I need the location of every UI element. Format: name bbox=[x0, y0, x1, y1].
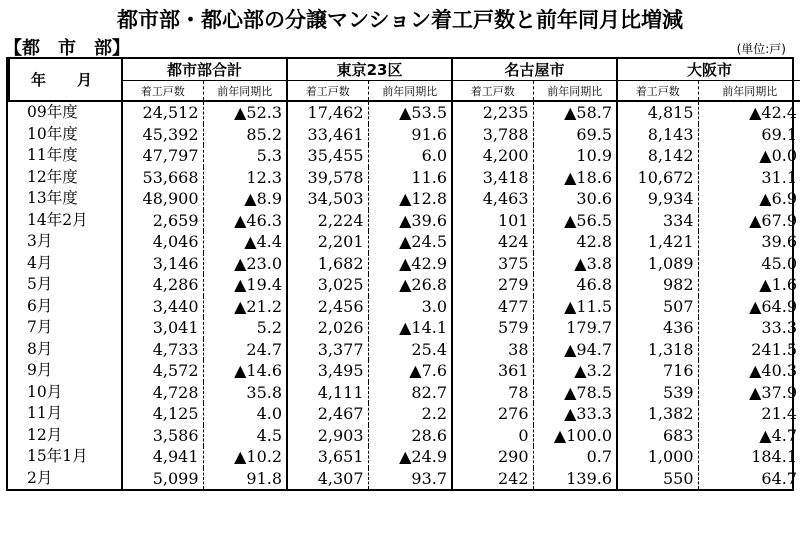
starts-cell: 1,382 bbox=[617, 403, 698, 425]
yoy-change-cell: ▲21.2 bbox=[203, 296, 287, 318]
yoy-change-cell: ▲67.9 bbox=[698, 210, 800, 232]
starts-cell: 10,672 bbox=[617, 167, 698, 189]
starts-cell: 4,463 bbox=[452, 188, 533, 210]
starts-cell: 2,026 bbox=[287, 317, 368, 339]
starts-cell: 716 bbox=[617, 360, 698, 382]
yoy-change-cell: ▲3.8 bbox=[533, 253, 617, 275]
yoy-change-cell: ▲26.8 bbox=[368, 274, 452, 296]
starts-cell: 2,235 bbox=[452, 101, 533, 124]
yoy-change-cell: 21.4 bbox=[698, 403, 800, 425]
starts-cell: 39,578 bbox=[287, 167, 368, 189]
yoy-change-cell: ▲3.2 bbox=[533, 360, 617, 382]
row-label: 13年度 bbox=[27, 189, 78, 208]
starts-cell: 101 bbox=[452, 210, 533, 232]
yoy-change-cell: ▲42.4 bbox=[698, 101, 800, 124]
starts-cell: 17,462 bbox=[287, 101, 368, 124]
yoy-change-cell: 64.7 bbox=[698, 468, 800, 490]
yoy-change-cell: 35.8 bbox=[203, 382, 287, 404]
starts-cell: 290 bbox=[452, 446, 533, 468]
starts-cell: 78 bbox=[452, 382, 533, 404]
yoy-change-cell: 69.5 bbox=[533, 124, 617, 146]
row-label: 6月 bbox=[27, 296, 53, 315]
yoy-change-cell: ▲18.6 bbox=[533, 167, 617, 189]
yoy-change-cell: ▲7.6 bbox=[368, 360, 452, 382]
yoy-change-cell: ▲10.2 bbox=[203, 446, 287, 468]
starts-cell: 3,651 bbox=[287, 446, 368, 468]
yoy-change-cell: 5.3 bbox=[203, 145, 287, 167]
row-label: 11月 bbox=[27, 404, 63, 423]
row-label: 15年1月 bbox=[27, 447, 88, 466]
starts-cell: 507 bbox=[617, 296, 698, 318]
yoy-change-cell: ▲52.3 bbox=[203, 101, 287, 124]
table-row bbox=[9, 167, 800, 189]
starts-cell: 276 bbox=[452, 403, 533, 425]
yoy-change-cell: ▲24.5 bbox=[368, 231, 452, 253]
row-label: 3月 bbox=[27, 232, 53, 251]
yoy-change-cell: 25.4 bbox=[368, 339, 452, 361]
yoy-change-cell: 6.0 bbox=[368, 145, 452, 167]
section-subtitle: 【都 市 部】 bbox=[4, 38, 130, 59]
yoy-change-cell: ▲6.9 bbox=[698, 188, 800, 210]
region-header: 都市部合計 bbox=[122, 59, 287, 81]
starts-cell: 4,111 bbox=[287, 382, 368, 404]
region-header: 名古屋市 bbox=[452, 59, 617, 81]
starts-cell: 3,788 bbox=[452, 124, 533, 146]
table-row bbox=[9, 382, 800, 404]
starts-cell: 1,421 bbox=[617, 231, 698, 253]
yoy-change-cell: ▲58.7 bbox=[533, 101, 617, 124]
column-header: 着工戸数 bbox=[617, 81, 698, 102]
starts-cell: 550 bbox=[617, 468, 698, 490]
row-label: 7月 bbox=[27, 318, 53, 337]
row-label: 12年度 bbox=[27, 167, 78, 186]
starts-cell: 477 bbox=[452, 296, 533, 318]
starts-cell: 4,200 bbox=[452, 145, 533, 167]
row-label: 2月 bbox=[27, 468, 53, 487]
row-label: 12月 bbox=[27, 425, 63, 444]
data-table bbox=[6, 57, 798, 491]
yoy-change-cell: ▲42.9 bbox=[368, 253, 452, 275]
starts-cell: 375 bbox=[452, 253, 533, 275]
yoy-change-cell: 85.2 bbox=[203, 124, 287, 146]
starts-cell: 2,903 bbox=[287, 425, 368, 447]
row-label: 10月 bbox=[27, 382, 63, 401]
column-header: 前年同期比 bbox=[533, 81, 617, 102]
table-row bbox=[9, 403, 800, 425]
yoy-change-cell: ▲14.1 bbox=[368, 317, 452, 339]
starts-cell: 24,512 bbox=[122, 101, 203, 124]
row-label: 9月 bbox=[27, 361, 53, 380]
row-label: 4月 bbox=[27, 253, 53, 272]
yoy-change-cell: 93.7 bbox=[368, 468, 452, 490]
yoy-change-cell: ▲56.5 bbox=[533, 210, 617, 232]
yoy-change-cell: ▲40.3 bbox=[698, 360, 800, 382]
starts-cell: 4,307 bbox=[287, 468, 368, 490]
table-row bbox=[9, 188, 800, 210]
yoy-change-cell: ▲39.6 bbox=[368, 210, 452, 232]
starts-cell: 2,659 bbox=[122, 210, 203, 232]
starts-cell: 3,418 bbox=[452, 167, 533, 189]
starts-cell: 4,733 bbox=[122, 339, 203, 361]
region-header: 大阪市 bbox=[617, 59, 800, 81]
yoy-change-cell: ▲78.5 bbox=[533, 382, 617, 404]
starts-cell: 0 bbox=[452, 425, 533, 447]
yoy-change-cell: 39.6 bbox=[698, 231, 800, 253]
yoy-change-cell: ▲11.5 bbox=[533, 296, 617, 318]
yoy-change-cell: ▲23.0 bbox=[203, 253, 287, 275]
yoy-change-cell: 91.8 bbox=[203, 468, 287, 490]
starts-cell: 1,089 bbox=[617, 253, 698, 275]
yoy-change-cell: 12.3 bbox=[203, 167, 287, 189]
row-label: 10年度 bbox=[27, 124, 78, 143]
starts-cell: 539 bbox=[617, 382, 698, 404]
starts-cell: 45,392 bbox=[122, 124, 203, 146]
yoy-change-cell: 46.8 bbox=[533, 274, 617, 296]
row-label: 5月 bbox=[27, 275, 53, 294]
starts-cell: 53,668 bbox=[122, 167, 203, 189]
column-header: 前年同期比 bbox=[698, 81, 800, 102]
table-row bbox=[9, 425, 800, 447]
starts-cell: 279 bbox=[452, 274, 533, 296]
yoy-change-cell: 30.6 bbox=[533, 188, 617, 210]
table-row bbox=[9, 101, 800, 124]
starts-cell: 3,025 bbox=[287, 274, 368, 296]
starts-cell: 3,377 bbox=[287, 339, 368, 361]
starts-cell: 361 bbox=[452, 360, 533, 382]
yoy-change-cell: ▲37.9 bbox=[698, 382, 800, 404]
table-row bbox=[9, 296, 800, 318]
starts-cell: 8,143 bbox=[617, 124, 698, 146]
yoy-change-cell: ▲94.7 bbox=[533, 339, 617, 361]
yoy-change-cell: 179.7 bbox=[533, 317, 617, 339]
row-label: 09年度 bbox=[27, 103, 78, 122]
yoy-change-cell: 82.7 bbox=[368, 382, 452, 404]
table-body bbox=[9, 101, 800, 489]
starts-cell: 1,318 bbox=[617, 339, 698, 361]
table-row bbox=[9, 360, 800, 382]
starts-cell: 424 bbox=[452, 231, 533, 253]
starts-cell: 1,682 bbox=[287, 253, 368, 275]
yoy-change-cell: 139.6 bbox=[533, 468, 617, 490]
yoy-change-cell: 45.0 bbox=[698, 253, 800, 275]
starts-cell: 3,586 bbox=[122, 425, 203, 447]
yoy-change-cell: ▲64.9 bbox=[698, 296, 800, 318]
unit-label: (単位:戸) bbox=[736, 42, 786, 56]
table-row bbox=[9, 274, 800, 296]
starts-cell: 35,455 bbox=[287, 145, 368, 167]
row-label: 11年度 bbox=[27, 146, 78, 165]
starts-cell: 33,461 bbox=[287, 124, 368, 146]
yoy-change-cell: ▲4.4 bbox=[203, 231, 287, 253]
starts-cell: 334 bbox=[617, 210, 698, 232]
yoy-change-cell: ▲100.0 bbox=[533, 425, 617, 447]
region-header: 東京23区 bbox=[287, 59, 452, 81]
yoy-change-cell: ▲53.5 bbox=[368, 101, 452, 124]
starts-cell: 2,201 bbox=[287, 231, 368, 253]
page-title: 都市部・都心部の分譲マンション着工戸数と前年同月比増減 bbox=[116, 8, 684, 32]
starts-cell: 4,941 bbox=[122, 446, 203, 468]
starts-cell: 34,503 bbox=[287, 188, 368, 210]
starts-cell: 683 bbox=[617, 425, 698, 447]
starts-cell: 436 bbox=[617, 317, 698, 339]
yoy-change-cell: ▲8.9 bbox=[203, 188, 287, 210]
yoy-change-cell: 69.1 bbox=[698, 124, 800, 146]
starts-cell: 2,467 bbox=[287, 403, 368, 425]
yoy-change-cell: 0.7 bbox=[533, 446, 617, 468]
starts-cell: 2,456 bbox=[287, 296, 368, 318]
yoy-change-cell: ▲1.6 bbox=[698, 274, 800, 296]
column-header: 着工戸数 bbox=[122, 81, 203, 102]
yoy-change-cell: ▲46.3 bbox=[203, 210, 287, 232]
yoy-change-cell: 10.9 bbox=[533, 145, 617, 167]
starts-cell: 9,934 bbox=[617, 188, 698, 210]
table-row bbox=[9, 231, 800, 253]
yoy-change-cell: 4.0 bbox=[203, 403, 287, 425]
yoy-change-cell: 4.5 bbox=[203, 425, 287, 447]
yoy-change-cell: ▲12.8 bbox=[368, 188, 452, 210]
yoy-change-cell: ▲33.3 bbox=[533, 403, 617, 425]
yoy-change-cell: ▲0.0 bbox=[698, 145, 800, 167]
starts-cell: 4,046 bbox=[122, 231, 203, 253]
table-row bbox=[9, 124, 800, 146]
table-row bbox=[9, 145, 800, 167]
yoy-change-cell: 31.1 bbox=[698, 167, 800, 189]
starts-cell: 4,728 bbox=[122, 382, 203, 404]
yoy-change-cell: ▲14.6 bbox=[203, 360, 287, 382]
row-header: 年 月 bbox=[9, 59, 122, 101]
starts-cell: 3,041 bbox=[122, 317, 203, 339]
starts-cell: 982 bbox=[617, 274, 698, 296]
table-row bbox=[9, 446, 800, 468]
starts-cell: 1,000 bbox=[617, 446, 698, 468]
starts-cell: 48,900 bbox=[122, 188, 203, 210]
starts-cell: 242 bbox=[452, 468, 533, 490]
yoy-change-cell: 241.5 bbox=[698, 339, 800, 361]
starts-cell: 4,572 bbox=[122, 360, 203, 382]
yoy-change-cell: 2.2 bbox=[368, 403, 452, 425]
yoy-change-cell: ▲19.4 bbox=[203, 274, 287, 296]
starts-cell: 8,142 bbox=[617, 145, 698, 167]
table-row bbox=[9, 210, 800, 232]
starts-cell: 3,495 bbox=[287, 360, 368, 382]
yoy-change-cell: 184.1 bbox=[698, 446, 800, 468]
starts-cell: 4,125 bbox=[122, 403, 203, 425]
column-header: 前年同期比 bbox=[368, 81, 452, 102]
starts-cell: 47,797 bbox=[122, 145, 203, 167]
starts-cell: 4,286 bbox=[122, 274, 203, 296]
starts-cell: 38 bbox=[452, 339, 533, 361]
table-row bbox=[9, 339, 800, 361]
yoy-change-cell: 33.3 bbox=[698, 317, 800, 339]
starts-cell: 3,146 bbox=[122, 253, 203, 275]
yoy-change-cell: 5.2 bbox=[203, 317, 287, 339]
table-row bbox=[9, 253, 800, 275]
starts-cell: 579 bbox=[452, 317, 533, 339]
row-label: 8月 bbox=[27, 339, 53, 358]
starts-cell: 3,440 bbox=[122, 296, 203, 318]
yoy-change-cell: 3.0 bbox=[368, 296, 452, 318]
column-header: 着工戸数 bbox=[287, 81, 368, 102]
column-header: 前年同期比 bbox=[203, 81, 287, 102]
table-row bbox=[9, 317, 800, 339]
row-label: 14年2月 bbox=[27, 210, 88, 229]
column-header: 着工戸数 bbox=[452, 81, 533, 102]
yoy-change-cell: ▲24.9 bbox=[368, 446, 452, 468]
yoy-change-cell: 11.6 bbox=[368, 167, 452, 189]
yoy-change-cell: 91.6 bbox=[368, 124, 452, 146]
yoy-change-cell: 28.6 bbox=[368, 425, 452, 447]
starts-cell: 2,224 bbox=[287, 210, 368, 232]
starts-cell: 5,099 bbox=[122, 468, 203, 490]
yoy-change-cell: 42.8 bbox=[533, 231, 617, 253]
yoy-change-cell: ▲4.7 bbox=[698, 425, 800, 447]
table-row bbox=[9, 468, 800, 490]
yoy-change-cell: 24.7 bbox=[203, 339, 287, 361]
starts-cell: 4,815 bbox=[617, 101, 698, 124]
